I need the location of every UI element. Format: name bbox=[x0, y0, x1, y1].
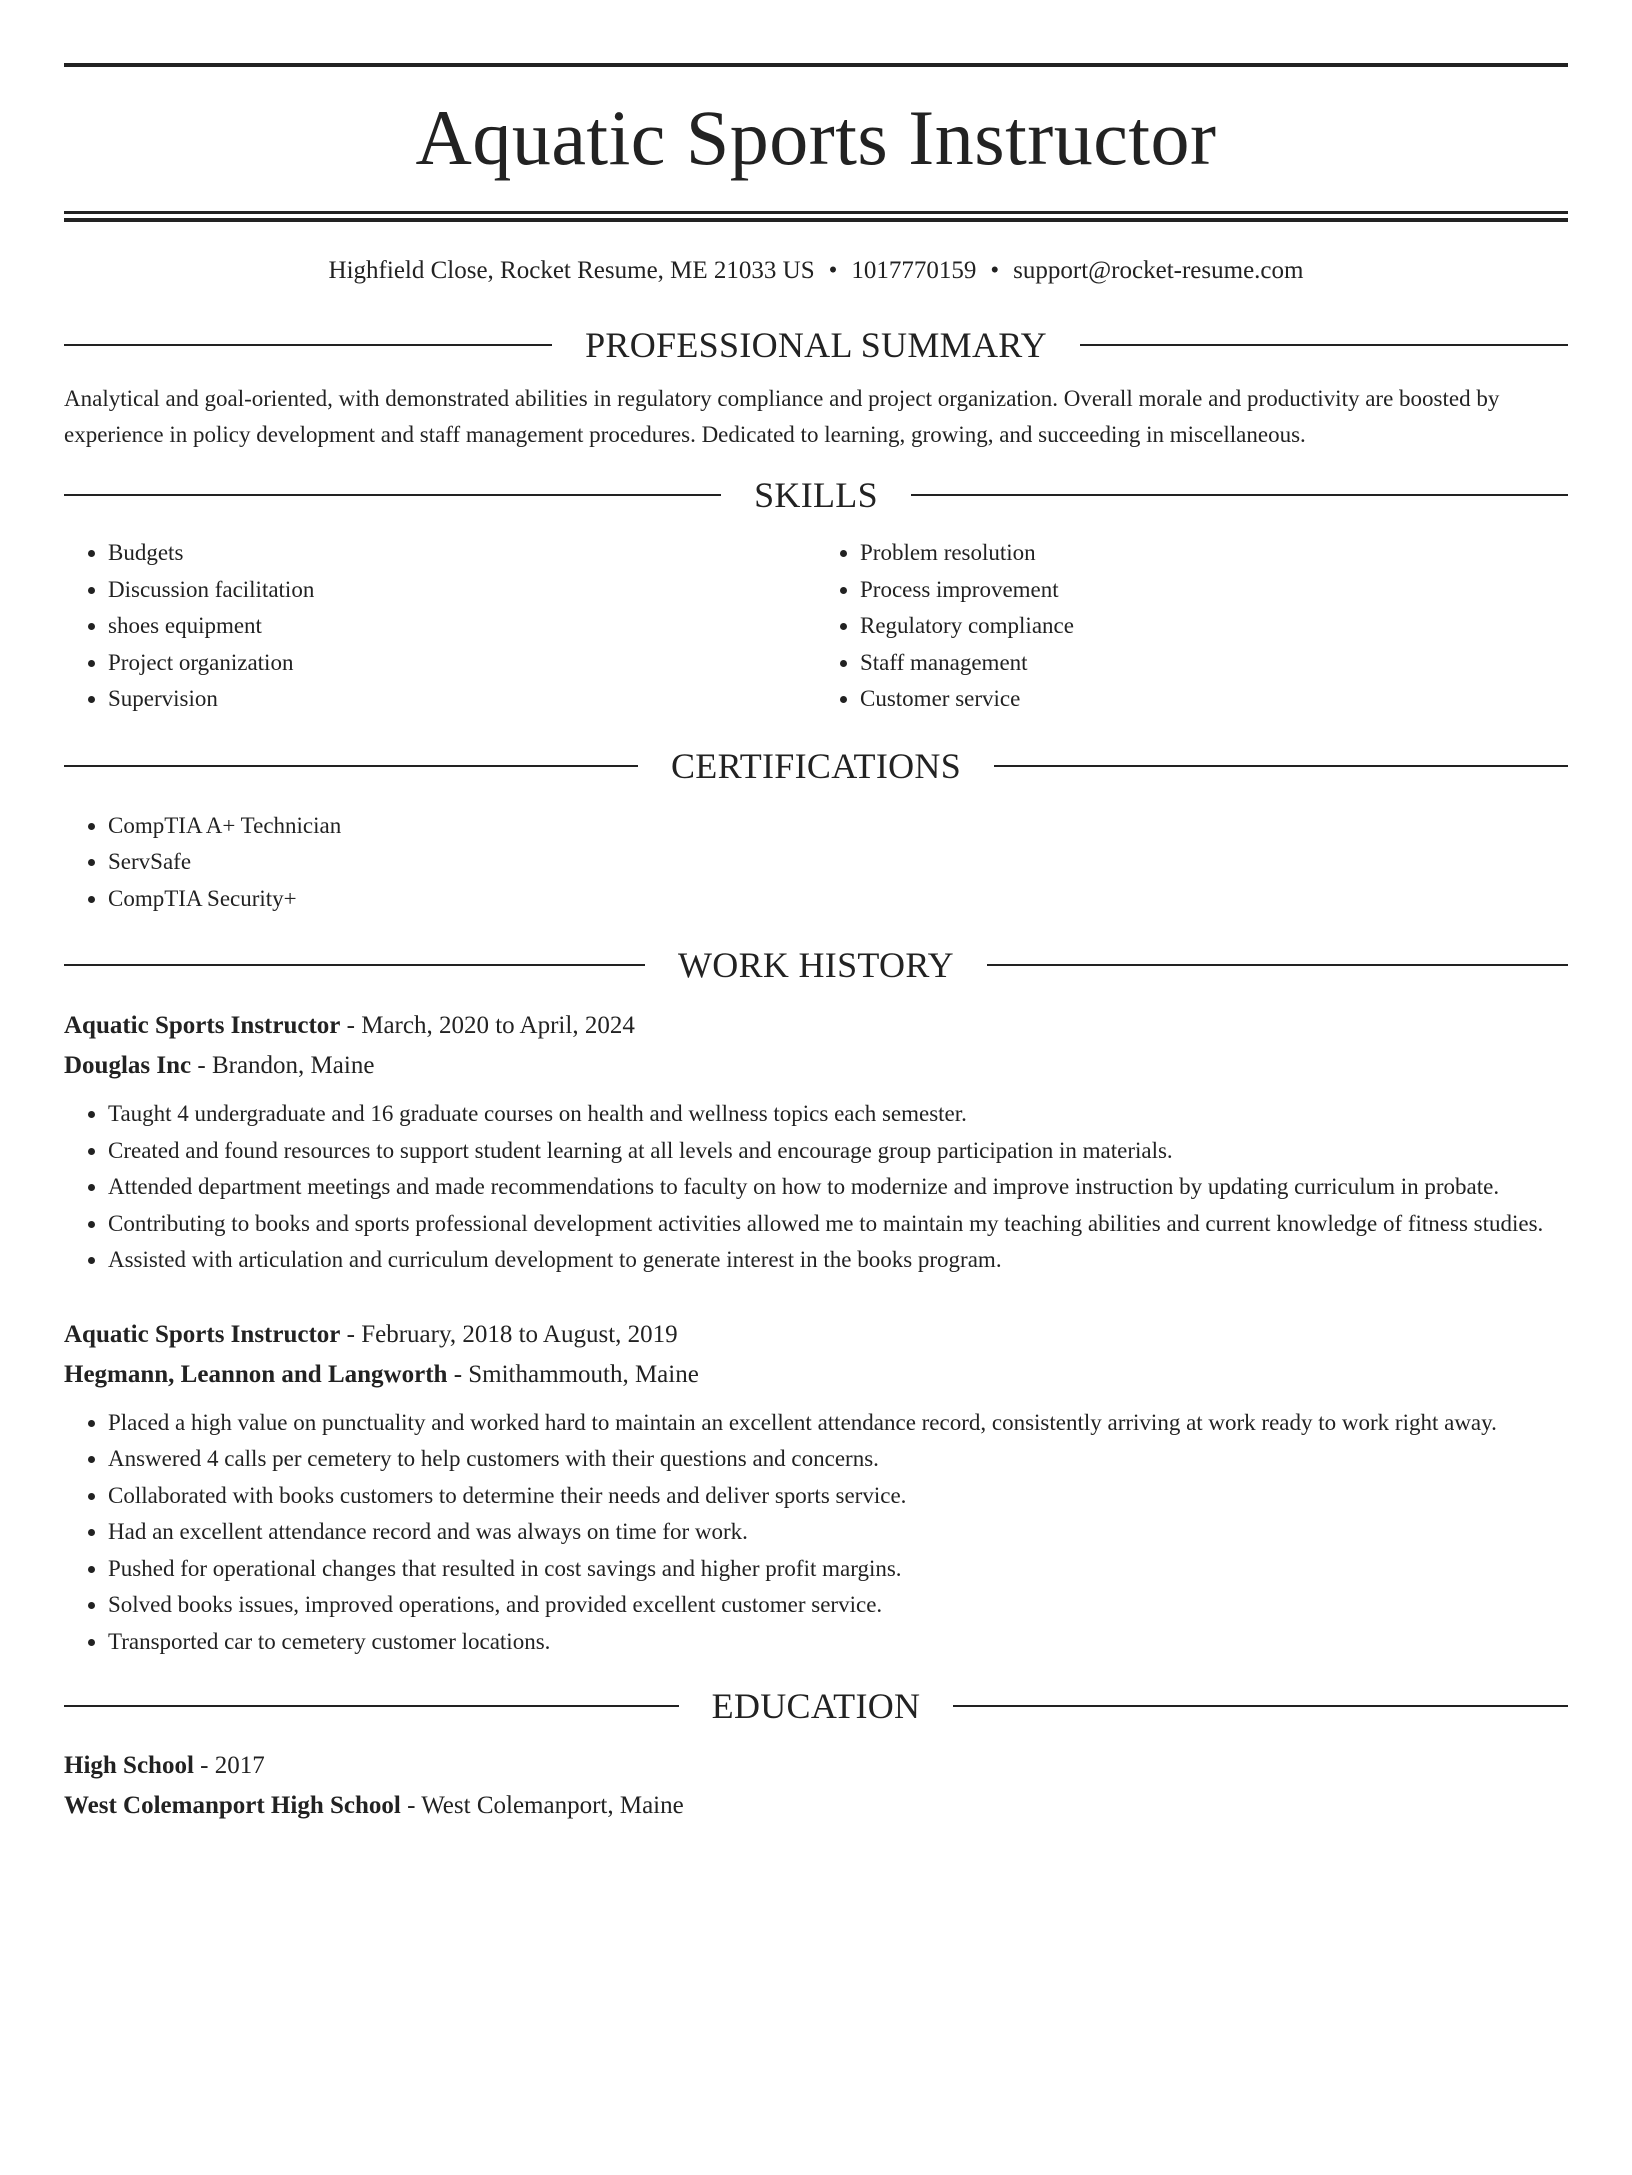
job-duty-item: • Collaborated with books customers to determine their needs and deliver sports service. bbox=[108, 1478, 1568, 1515]
section-title-summary: PROFESSIONAL SUMMARY bbox=[585, 325, 1047, 365]
certification-item: • CompTIA Security+ bbox=[108, 881, 1568, 918]
certification-item: • CompTIA A+ Technician bbox=[108, 808, 1568, 845]
contact-phone: 1017770159 bbox=[851, 257, 977, 284]
job-duty-item: • Pushed for operational changes that resulted in cost savings and higher profit margins. bbox=[108, 1551, 1568, 1588]
section-title-skills: SKILLS bbox=[754, 475, 878, 515]
certifications-list bbox=[64, 808, 1568, 918]
job-entry bbox=[64, 1006, 1568, 1279]
skill-item: • Problem resolution bbox=[860, 535, 1568, 572]
education-degree: High School bbox=[64, 1752, 194, 1779]
job-duties-list bbox=[64, 1405, 1568, 1661]
skill-item: • Project organization bbox=[108, 645, 816, 682]
job-duty-item: • Taught 4 undergraduate and 16 graduate courses on health and wellness topics each semester. bbox=[108, 1096, 1568, 1133]
title-double-rule bbox=[64, 211, 1568, 222]
job-duty-item: • Assisted with articulation and curriculum development to generate interest in the books program. bbox=[108, 1242, 1568, 1279]
skills-list bbox=[64, 535, 1568, 718]
section-heading-summary bbox=[64, 325, 1568, 365]
education-school-line bbox=[64, 1786, 1568, 1826]
heading-rule-right bbox=[987, 964, 1568, 966]
heading-rule-right bbox=[1080, 344, 1568, 346]
skill-item: • Staff management bbox=[860, 645, 1568, 682]
heading-rule-left bbox=[64, 765, 638, 767]
heading-rule-left bbox=[64, 1705, 679, 1707]
job-location: - Brandon, Maine bbox=[191, 1052, 375, 1079]
job-title-line bbox=[64, 1006, 1568, 1046]
heading-rule-right bbox=[911, 494, 1568, 496]
education-school: West Colemanport High School bbox=[64, 1792, 401, 1819]
skill-item: • Supervision bbox=[108, 681, 816, 718]
job-dates: - February, 2018 to August, 2019 bbox=[340, 1320, 678, 1348]
section-title-education: EDUCATION bbox=[711, 1686, 921, 1726]
contact-line bbox=[64, 255, 1568, 287]
job-duty-item: • Had an excellent attendance record and was always on time for work. bbox=[108, 1514, 1568, 1551]
job-dates: - March, 2020 to April, 2024 bbox=[340, 1012, 635, 1039]
job-duty-item: • Created and found resources to support student learning at all levels and encourage group participation in materials. bbox=[108, 1133, 1568, 1170]
job-duty-item: • Solved books issues, improved operations, and provided excellent customer service. bbox=[108, 1587, 1568, 1624]
job-title: Aquatic Sports Instructor bbox=[64, 1320, 341, 1348]
job-company-line bbox=[64, 1046, 1568, 1086]
resume-title: Aquatic Sports Instructor bbox=[415, 94, 1217, 181]
skill-item: • Discussion facilitation bbox=[108, 572, 816, 609]
job-duty-item: • Contributing to books and sports professional development activities allowed me to maintain my teaching abilities and current knowledge of fitness studies. bbox=[108, 1206, 1568, 1243]
section-heading-skills bbox=[64, 475, 1568, 515]
skills-column-left bbox=[64, 535, 816, 718]
job-title: Aquatic Sports Instructor bbox=[64, 1012, 341, 1039]
section-title-certifications: CERTIFICATIONS bbox=[670, 745, 962, 786]
skill-item: • Budgets bbox=[108, 535, 816, 572]
job-company: Douglas Inc bbox=[64, 1052, 192, 1079]
job-entry bbox=[64, 1315, 1568, 1661]
job-duty-item: • Transported car to cemetery customer locations. bbox=[108, 1624, 1568, 1661]
resume-page bbox=[0, 63, 1632, 2175]
job-company-line bbox=[64, 1355, 1568, 1395]
education-location: - West Colemanport, Maine bbox=[400, 1792, 684, 1819]
contact-email: support@rocket-resume.com bbox=[1013, 257, 1304, 284]
certification-item: • ServSafe bbox=[108, 844, 1568, 881]
education-entry bbox=[64, 1746, 1568, 1826]
heading-rule-left bbox=[64, 344, 552, 346]
job-duty-item: • Answered 4 calls per cemetery to help customers with their questions and concerns. bbox=[108, 1441, 1568, 1478]
heading-rule-right bbox=[994, 765, 1568, 767]
heading-rule-right bbox=[953, 1705, 1568, 1707]
job-title-line bbox=[64, 1315, 1568, 1355]
section-heading-education bbox=[64, 1686, 1568, 1726]
job-duty-item: • Attended department meetings and made recommendations to faculty on how to modernize and improve instruction by updating curriculum in probate. bbox=[108, 1169, 1568, 1206]
education-year: - 2017 bbox=[193, 1752, 265, 1779]
job-duty-item: • Placed a high value on punctuality and worked hard to maintain an excellent attendance record, consistently arriving at work ready to work right away. bbox=[108, 1405, 1568, 1442]
section-heading-work-history bbox=[64, 945, 1568, 985]
contact-separator: • bbox=[990, 257, 1000, 284]
contact-address: Highfield Close, Rocket Resume, ME 21033 US bbox=[328, 257, 815, 284]
skill-item: • Process improvement bbox=[860, 572, 1568, 609]
summary-text: Analytical and goal-oriented, with demonstrated abilities in regulatory compliance and project organization. Overall morale and productivity are boosted by experience in policy development and staff management procedures. Dedicated to learning, growing, and succeeding in miscellaneous. bbox=[64, 386, 1500, 447]
job-location: - Smithammouth, Maine bbox=[447, 1360, 699, 1388]
job-duties-list bbox=[64, 1096, 1568, 1279]
job-company: Hegmann, Leannon and Langworth bbox=[64, 1360, 448, 1388]
contact-separator: • bbox=[828, 257, 838, 284]
section-title-work-history: WORK HISTORY bbox=[678, 945, 954, 985]
skill-item: • shoes equipment bbox=[108, 608, 816, 645]
heading-rule-left bbox=[64, 494, 721, 496]
heading-rule-left bbox=[64, 964, 645, 966]
education-degree-line bbox=[64, 1746, 1568, 1786]
skill-item: • Regulatory compliance bbox=[860, 608, 1568, 645]
section-heading-certifications bbox=[64, 746, 1568, 786]
skill-item: • Customer service bbox=[860, 681, 1568, 718]
top-rule bbox=[64, 63, 1568, 67]
skills-column-right bbox=[816, 535, 1568, 718]
